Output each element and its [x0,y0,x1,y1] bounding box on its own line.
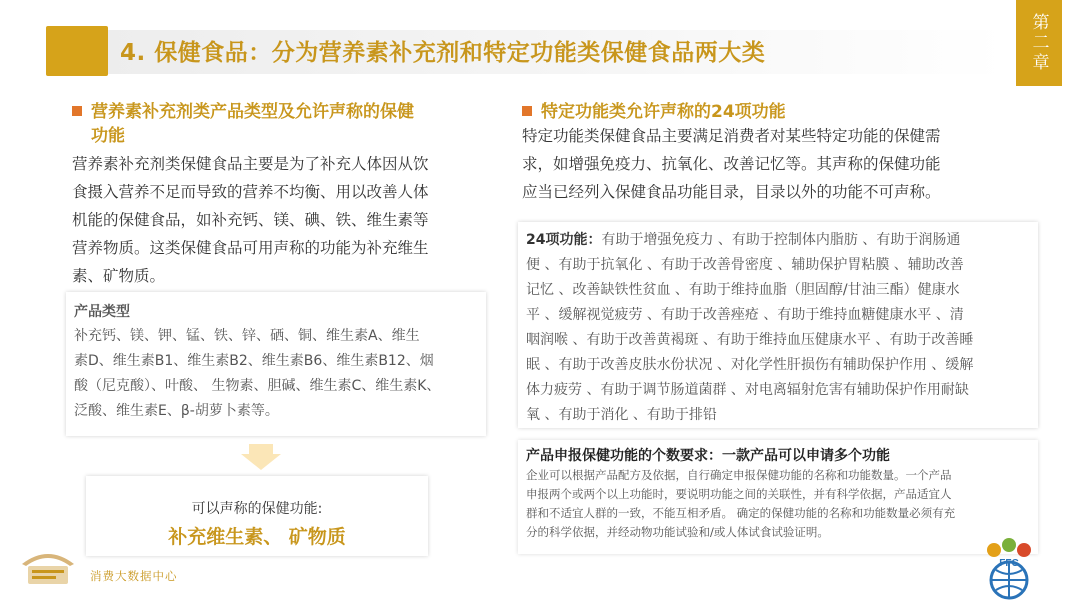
requirements-title: 产品申报保健功能的个数要求：一款产品可以申请多个功能 [526,448,890,464]
requirements-box [518,440,1038,554]
functions-line: 记忆 、改善缺铁性贫血 、有助于维持血脂（胆固醇/甘油三酯）健康水 [526,282,960,298]
functions-line: 咽润喉 、有助于改善黄褐斑 、有助于维持血压健康水平 、有助于改善睡 [526,332,974,348]
functions-box [518,222,1038,428]
left-heading-line1: 营养素补充剂类产品类型及允许声称的保健 [91,102,414,122]
functions-line-text: 有助于增强免疫力 、有助于控制体内脂肪 、有助于润肠通 [601,232,961,248]
paragraph-line: 营养素补充剂类保健食品主要是为了补充人体因从饮 [72,155,429,173]
product-types-box [66,292,486,436]
chapter-tab [1016,0,1062,86]
left-section-heading [72,100,492,148]
page-title: 4. 保健食品：分为营养素补充剂和特定功能类保健食品两大类 [120,40,766,66]
down-arrow-icon [241,444,281,470]
requirements-line: 企业可以根据产品配方及依据，自行确定申报保健功能的名称和功能数量。一个产品 [526,468,952,482]
allowed-claims-value: 补充维生素、 矿物质 [168,526,346,548]
functions-line: 体力疲劳 、有助于调节肠道菌群 、对电离辐射危害有辅助保护作用耐缺 [526,382,969,398]
title-accent-block [46,26,108,76]
functions-line: 平 、缓解视觉疲劳 、有助于改善痤疮 、有助于维持血糖健康水平 、清 [526,307,964,323]
requirements-line: 分的科学依据，并经动物功能试验和/或人体试食试验证明。 [526,525,829,539]
chapter-tab-label: 第二章 [1028,13,1049,73]
data-center-logo-icon [18,544,78,586]
allowed-claims-label: 可以声称的保健功能: [191,501,323,517]
right-section-heading [522,100,1022,124]
functions-line [526,228,1030,253]
paragraph-line: 机能的保健食品，如补充钙、镁、碘、铁、维生素等 [72,211,429,229]
paragraph-line: 应当已经列入保健食品功能目录，目录以外的功能不可声称。 [522,183,941,201]
product-types-line: 素D、维生素B1、维生素B2、维生素B6、维生素B12、烟 [74,353,434,369]
product-types-line: 补充钙、镁、钾、锰、铁、锌、硒、铜、维生素A、维生 [74,328,420,344]
paragraph-line: 特定功能类保健食品主要满足消费者对某些特定功能的保健需 [522,127,941,145]
right-paragraph [522,122,1022,206]
right-heading-text: 特定功能类允许声称的24项功能 [541,102,786,122]
functions-line: 眠 、有助于改善皮肤水份状况 、对化学性肝损伤有辅助保护作用 、缓解 [526,357,974,373]
paragraph-line: 食摄入营养不足而导致的营养不均衡、用以改善人体 [72,183,429,201]
requirements-line: 申报两个或两个以上功能时，要说明功能之间的关联性，并有科学依据，产品适宜人 [526,487,952,501]
paragraph-line: 营养物质。这类保健食品可用声称的功能为补充维生 [72,239,429,257]
functions-line: 便 、有助于抗氧化 、有助于改善骨密度 、辅助保护胃粘膜 、辅助改善 [526,257,964,273]
left-heading-line2: 功能 [91,126,125,146]
ffc-logo-icon [974,536,1044,602]
bullet-square-icon [522,106,532,116]
left-paragraph [72,150,502,290]
requirements-line: 群和不适宜人群的一致，不能互相矛盾。 确定的保健功能的名称和功能数量必须有充 [526,506,956,520]
product-types-line: 泛酸、维生素E、β-胡萝卜素等。 [74,403,279,419]
functions-line: 氧 、有助于消化 、有助于排铅 [526,407,717,423]
paragraph-line: 求，如增强免疫力、抗氧化、改善记忆等。其声称的保健功能 [522,155,941,173]
data-center-logo-text: 消费大数据中心 [90,569,178,583]
ffc-logo-text: FFC [999,558,1019,569]
allowed-claims-box [86,476,428,556]
product-types-title: 产品类型 [74,304,130,320]
paragraph-line: 素、矿物质。 [72,267,166,285]
functions-label: 24项功能： [526,232,602,248]
product-types-line: 酸（尼克酸）、叶酸、 生物素、胆碱、维生素C、维生素K、 [74,378,441,394]
bullet-square-icon [72,106,82,116]
